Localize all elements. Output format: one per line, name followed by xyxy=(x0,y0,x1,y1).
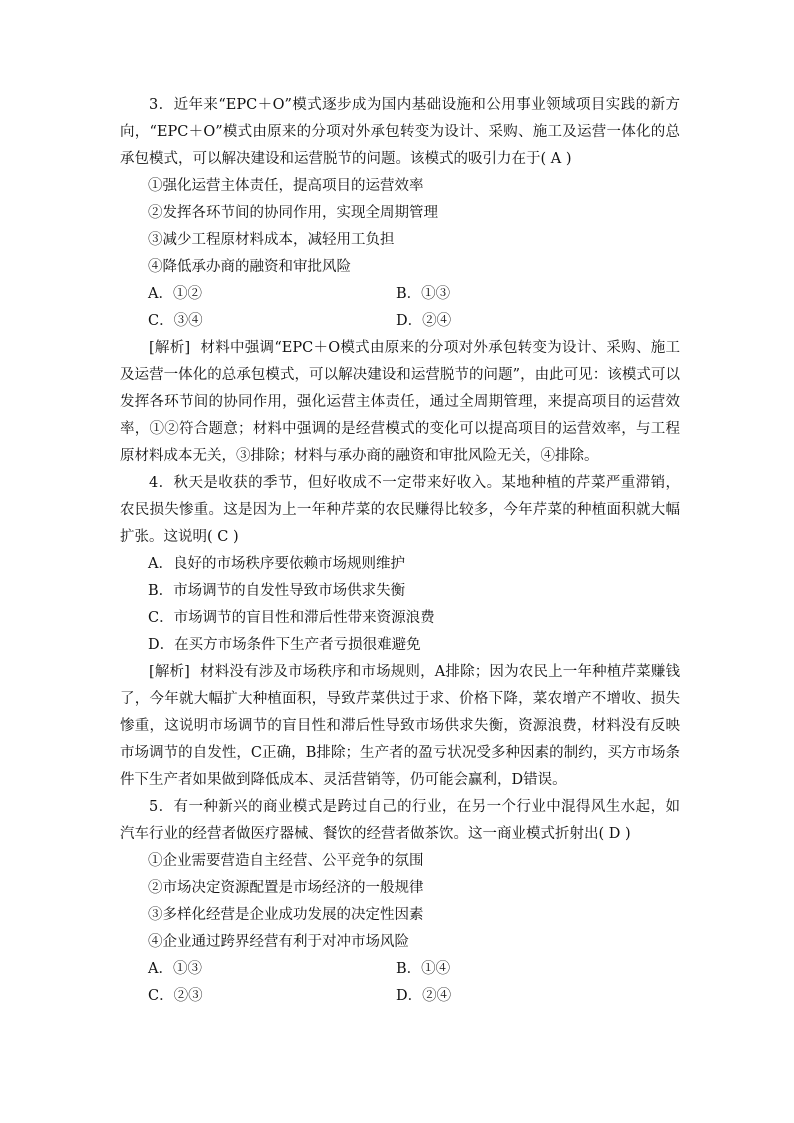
question-3-choice-a: A．①② xyxy=(148,286,202,302)
question-3-choices-row-1 xyxy=(120,281,680,308)
question-5-choice-d: D．②④ xyxy=(396,988,452,1004)
question-5-choices-row-2 xyxy=(120,983,680,1010)
question-3-choice-c: C．③④ xyxy=(148,313,203,329)
question-4-option-a: A．良好的市场秩序要依赖市场规则维护 xyxy=(148,556,405,572)
document-content xyxy=(120,92,680,1010)
question-4-option-b: B．市场调节的自发性导致市场供求失衡 xyxy=(148,583,406,599)
question-5-choice-c: C．②③ xyxy=(148,988,203,1004)
question-3-stem: 3．近年来“EPC＋O”模式逐步成为国内基础设施和公用事业领域项目实践的新方向，“EPC＋O”模式由原来的分项对外承包转变为设计、采购、施工及运营一体化的总承包模式，可以解决建设和运营脱节的问题。该模式的吸引力在于( A ) xyxy=(120,97,680,167)
question-5-choice-a: A．①③ xyxy=(148,961,202,977)
question-5-item-4: ④企业通过跨界经营有利于对冲市场风险 xyxy=(148,934,409,950)
question-3-item-3: ③减少工程原材料成本，减轻用工负担 xyxy=(148,232,395,248)
question-3-analysis-tag: [解析] xyxy=(149,340,191,356)
question-3-analysis-text: 材料中强调“EPC＋O模式由原来的分项对外承包转变为设计、采购、施工及运营一体化的总承包模式，可以解决建设和运营脱节的问题”，由此可见：该模式可以发挥各环节间的协同作用，强化运营主体责任，通过全周期管理，来提高项目的运营效率，①②符合题意；材料中强调的是经营模式的变化可以提高项目的运营效率，与工程原材料成本无关，③排除；材料与承办商的融资和审批风险无关，④排除。 xyxy=(120,340,680,464)
question-3-item-4: ④降低承办商的融资和审批风险 xyxy=(148,259,351,275)
question-3-item-2: ②发挥各环节间的协同作用，实现全周期管理 xyxy=(148,205,438,221)
question-4-option-d: D．在买方市场条件下生产者亏损很难避免 xyxy=(148,637,421,653)
question-3-analysis xyxy=(120,335,680,470)
question-5-item-3: ③多样化经营是企业成功发展的决定性因素 xyxy=(148,907,424,923)
question-5-stem: 5．有一种新兴的商业模式是跨过自己的行业，在另一个行业中混得风生水起，如汽车行业的经营者做医疗器械、餐饮的经营者做茶饮。这一商业模式折射出( D ) xyxy=(120,799,680,842)
question-5-item-1: ①企业需要营造自主经营、公平竞争的氛围 xyxy=(148,853,424,869)
question-3-choices-row-2 xyxy=(120,308,680,335)
question-3-choice-b: B．①③ xyxy=(396,286,451,302)
question-4-analysis-text: 材料没有涉及市场秩序和市场规则，A排除；因为农民上一年种植芹菜赚钱了，今年就大幅扩大种植面积，导致芹菜供过于求、价格下降，菜农增产不增收、损失惨重，这说明市场调节的盲目性和滞后性导致市场供求失衡，资源浪费，材料没有反映市场调节的自发性，C正确，B排除；生产者的盈亏状况受多种因素的制约，买方市场条件下生产者如果做到降低成本、灵活营销等，仍可能会赢利，D错误。 xyxy=(120,664,680,788)
question-5-choices-row-1 xyxy=(120,956,680,983)
question-4-analysis xyxy=(120,659,680,794)
question-3-choice-d: D．②④ xyxy=(396,313,452,329)
question-3-item-1: ①强化运营主体责任，提高项目的运营效率 xyxy=(148,178,424,194)
question-5-item-2: ②市场决定资源配置是市场经济的一般规律 xyxy=(148,880,424,896)
question-4-option-c: C．市场调节的盲目性和滞后性带来资源浪费 xyxy=(148,610,435,626)
question-5-choice-b: B．①④ xyxy=(396,961,451,977)
question-4-stem: 4．秋天是收获的季节，但好收成不一定带来好收入。某地种植的芹菜严重滞销，农民损失惨重。这是因为上一年种芹菜的农民赚得比较多，今年芹菜的种植面积就大幅扩张。这说明( C ) xyxy=(120,475,680,545)
question-4-analysis-tag: [解析] xyxy=(149,664,190,680)
